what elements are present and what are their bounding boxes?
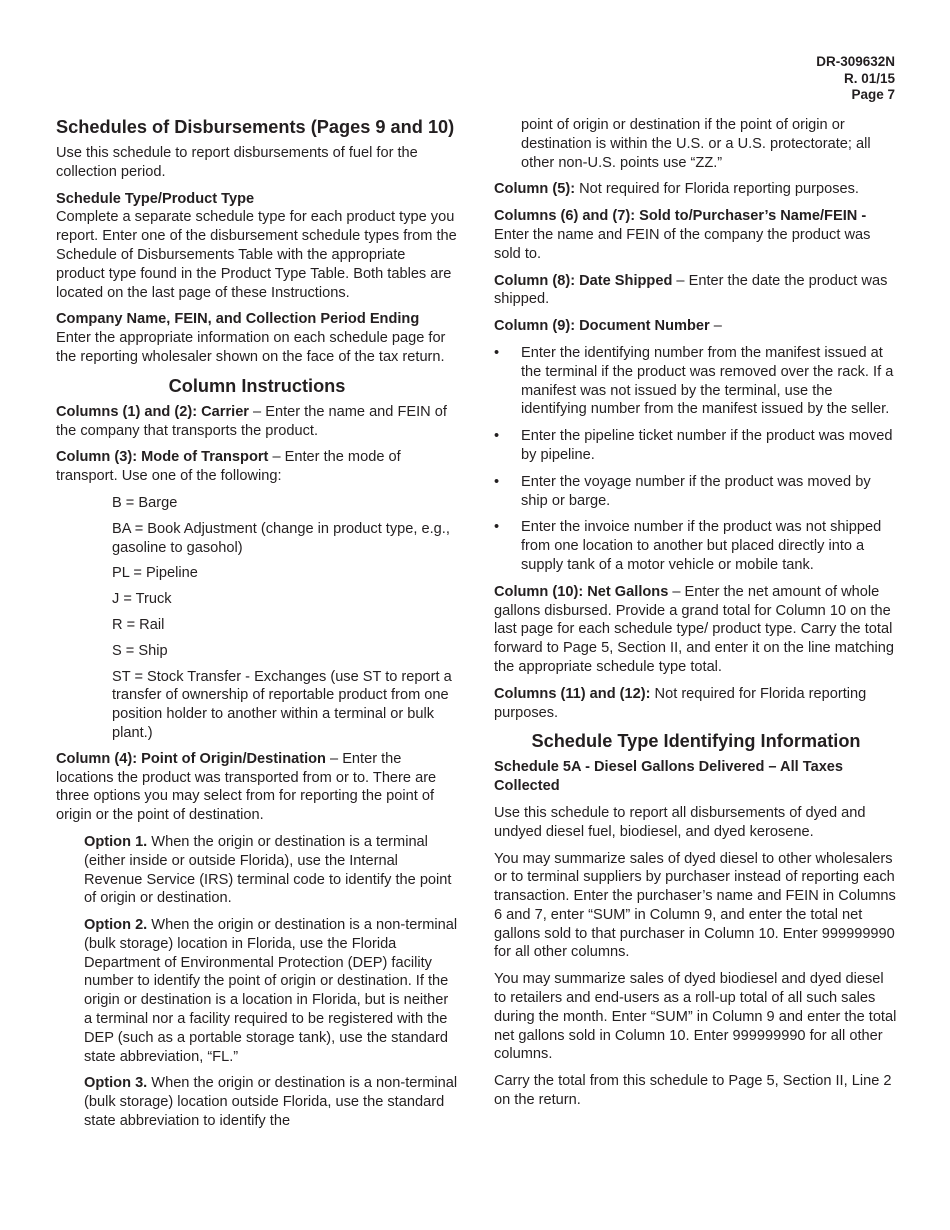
mode-item: J = Truck (112, 591, 172, 608)
column-5-label: Column (5): (494, 181, 576, 198)
list-item (494, 344, 898, 419)
column-8-label: Column (8): Date Shipped (494, 272, 673, 289)
schedule-5a-paragraph: You may summarize sales of dyed diesel to other wholesalers or to terminal suppliers by purchaser instead of reporting each transaction. Enter the purchaser’s name and FEIN in Columns 6 and 7, enter “SUM” in Column 9, and enter the total net gallons sold to that purchaser in Column 10. Enter 999999990 for all other columns. (494, 850, 896, 961)
schedule-type-info-title: Schedule Type Identifying Information (531, 731, 861, 752)
schedule-type-section (56, 190, 458, 303)
schedule-5a-heading (494, 758, 898, 796)
columns-11-12 (494, 685, 898, 723)
column-3-text: – Enter the mode of transport. Use one of the following: (56, 449, 401, 485)
company-text: Enter the appropriate information on each schedule page for the reporting wholesaler shown on the face of the tax return. (56, 330, 446, 365)
option-2-label: Option 2. (84, 917, 148, 934)
column-10 (494, 583, 898, 677)
columns-6-7-text: Enter the name and FEIN of the company the product was sold to. (494, 226, 871, 262)
column-5 (494, 180, 898, 199)
left-column (56, 116, 458, 1139)
schedule-5a-paragraph: Carry the total from this schedule to Page 5, Section II, Line 2 on the return. (494, 1073, 892, 1109)
bullet-icon: • (494, 428, 500, 445)
option-3 (84, 1074, 458, 1130)
option-3-label: Option 3. (84, 1075, 148, 1092)
column-8-text: – Enter the date the product was shipped. (494, 272, 888, 308)
option-1-label: Option 1. (84, 833, 148, 850)
option-1 (84, 833, 458, 908)
form-header (816, 54, 895, 104)
column-10-label: Column (10): Net Gallons (494, 583, 669, 600)
document-number-list (494, 344, 898, 575)
origin-options (84, 833, 458, 1131)
column-instructions-title: Column Instructions (168, 375, 346, 396)
column-5-text: Not required for Florida reporting purposes. (575, 181, 859, 198)
columns-11-12-label: Columns (11) and (12): (494, 685, 651, 702)
list-item-text: Enter the voyage number if the product was moved by ship or barge. (521, 473, 871, 509)
bullet-icon: • (494, 519, 500, 536)
schedule-type-text: Complete a separate schedule type for each product type you report. Enter one of the disbursement schedule types from the Schedule of Disbursements Table with the appropriate product type found in the Product Type Table. Both tables are located on the last page of these Instructions. (56, 209, 457, 301)
column-9-label: Column (9): Document Number (494, 318, 710, 335)
mode-item: ST = Stock Transfer - Exchanges (use ST to report a transfer of ownership of reportable product from one position holder to another within a terminal or bulk plant.) (112, 668, 452, 741)
intro-text: Use this schedule to report disbursements of fuel for the collection period. (56, 145, 418, 180)
bullet-icon: • (494, 344, 500, 361)
column-4-text: – Enter the locations the product was transported from or to. There are three options you may select from for reporting the point of origin or the point of destination. (56, 750, 437, 824)
list-item-text: Enter the pipeline ticket number if the product was moved by pipeline. (521, 428, 893, 463)
columns-6-7-label: Columns (6) and (7): Sold to/Purchaser’s Name/FEIN - (494, 208, 867, 225)
column-9 (494, 317, 898, 336)
list-item (494, 427, 898, 465)
columns-1-2 (56, 403, 458, 441)
column-8 (494, 272, 898, 310)
list-item-text: Enter the invoice number if the product was not shipped from one location to another but placed directly into a supply tank of a motor vehicle or mobile tank. (521, 519, 882, 573)
mode-item: BA = Book Adjustment (change in product type, e.g., gasoline to gasohol) (112, 520, 450, 556)
right-column (494, 116, 898, 1118)
column-10-text: – Enter the net amount of whole gallons disbursed. Provide a grand total for Column 10 on the last page for each schedule type/ product type. Carry the total forward to Page 5, Section II, and enter it on the line matching the appropriate schedule type total. (494, 583, 894, 675)
list-item (494, 473, 898, 511)
columns-1-2-label: Columns (1) and (2): Carrier (56, 403, 249, 420)
mode-item: S = Ship (112, 642, 168, 659)
column-4-label: Column (4): Point of Origin/Destination (56, 750, 326, 767)
section-title: Schedules of Disbursements (Pages 9 and 10) (56, 117, 455, 137)
transport-mode-list (112, 494, 458, 743)
option-2-text: When the origin or destination is a non-terminal (bulk storage) location in Florida, use the Florida Department of Environmental Protection (DEP) facility number to identify the point of origin or destination. If the origin or destination is a location in Florida, but is neither a terminal nor a facility required to be registered with the DEP (such as a portable storage tank), use the standard state abbreviation, “FL.” (84, 917, 458, 1065)
page-number: Page 7 (851, 87, 895, 102)
schedule-5a-heading-text: Schedule 5A - Diesel Gallons Delivered – All Taxes Collected (494, 759, 844, 795)
column-4 (56, 750, 458, 825)
column-3-label: Column (3): Mode of Transport (56, 449, 269, 466)
schedule-type-heading: Schedule Type/Product Type (56, 190, 255, 207)
schedule-5a-paragraph: Use this schedule to report all disbursements of dyed and undyed diesel fuel, biodiesel, and dyed kerosene. (494, 804, 866, 840)
columns-6-7 (494, 207, 898, 263)
schedule-5a-paragraph: You may summarize sales of dyed biodiesel and dyed diesel to retailers and end-users as a roll-up total of all such sales during the month. Enter “SUM” in Column 9 and enter the total net gallons sold in Column 10. Enter 999999990 for all other columns. (494, 971, 897, 1063)
list-item-text: Enter the identifying number from the manifest issued at the terminal if the product was removed over the rack. If a manifest was not issued by the terminal, use the identifying number from the manifest issued by the seller. (521, 344, 894, 418)
company-heading: Company Name, FEIN, and Collection Period Ending (56, 311, 420, 328)
revision-date: R. 01/15 (843, 70, 895, 86)
mode-item: PL = Pipeline (112, 565, 198, 582)
mode-item: R = Rail (112, 616, 165, 633)
company-section (56, 310, 458, 366)
columns-11-12-text: Not required for Florida reporting purposes. (494, 685, 867, 721)
option-3-continued: point of origin or destination if the point of origin or destination is within the U.S. or a U.S. protectorate; all other non-U.S. points use “ZZ.” (521, 117, 871, 171)
list-item (494, 518, 898, 574)
column-3 (56, 448, 458, 486)
bullet-icon: • (494, 473, 500, 490)
mode-item: B = Barge (112, 494, 178, 511)
form-number: DR-309632N (816, 54, 895, 69)
option-3-text: When the origin or destination is a non-terminal (bulk storage) location outside Florida, use the standard state abbreviation to identify the (84, 1075, 458, 1130)
columns-1-2-text: – Enter the name and FEIN of the company that transports the product. (56, 403, 447, 439)
option-1-text: When the origin or destination is a terminal (either inside or outside Florida), use the Internal Revenue Service (IRS) terminal code to identify the point of origin or destination. (84, 833, 452, 907)
column-9-text: – (709, 318, 722, 335)
option-2 (84, 916, 458, 1066)
